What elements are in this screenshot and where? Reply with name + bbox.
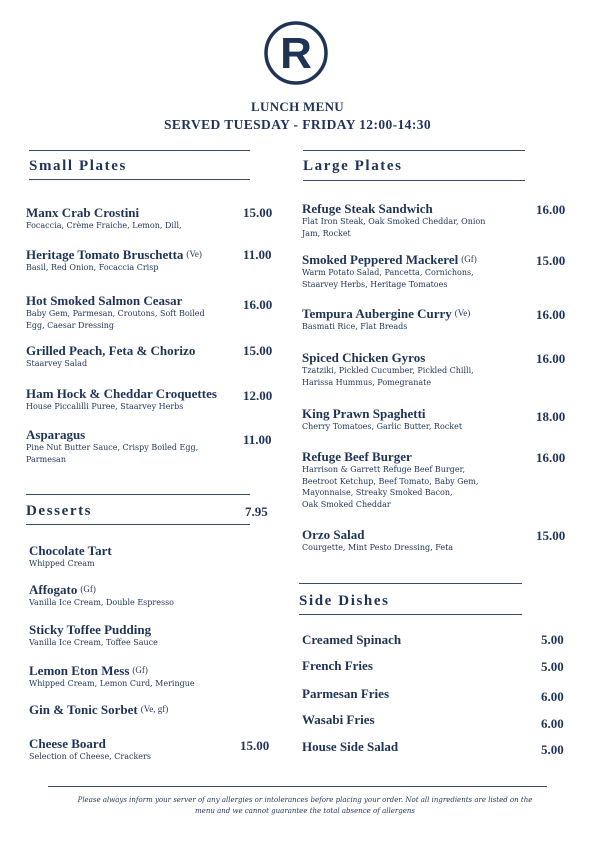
menu-subtitle: SERVED TUESDAY - FRIDAY 12:00-14:30: [163, 117, 432, 132]
description-line: Focaccia, Crème Fraiche, Lemon, Dill,: [26, 221, 182, 230]
menu-item-name: [26, 247, 202, 263]
menu-item-title: Chocolate Tart: [29, 543, 112, 558]
menu-item-name: [302, 658, 373, 674]
menu-item-price: 16.00: [536, 351, 566, 366]
divider: [303, 150, 525, 151]
dietary-tag: (Gf): [461, 254, 477, 264]
description-line: Jam, Rocket: [302, 228, 351, 238]
menu-item-title: Affogato: [29, 582, 78, 597]
menu-item-price: 6.00: [541, 716, 564, 731]
menu-item-description: [29, 637, 158, 649]
menu-item-price: 15.00: [243, 343, 273, 358]
dietary-tag: (Ve): [186, 249, 202, 259]
description-line: Selection of Cheese, Crackers: [29, 752, 151, 761]
menu-item-name: [302, 712, 375, 728]
menu-item-name: [26, 343, 195, 359]
menu-item-name: [302, 739, 398, 755]
menu-item-title: Smoked Peppered Mackerel: [302, 252, 459, 267]
divider: [48, 786, 547, 787]
menu-item-description: [302, 321, 407, 333]
menu-item-description: [302, 542, 453, 554]
description-line: House Piccalilli Puree, Staarvey Herbs: [26, 402, 184, 411]
description-line: Beetroot Ketchup, Beef Tomato, Baby Gem,: [302, 476, 479, 486]
allergen-notice: [60, 795, 550, 817]
description-line: Harissa Hummus, Pomegranate: [302, 377, 432, 387]
desserts-price: 7.95: [245, 504, 268, 519]
menu-item-name: [29, 736, 106, 752]
menu-item-title: Wasabi Fries: [302, 712, 375, 727]
menu-item-description: [26, 308, 205, 331]
menu-item-title: Manx Crab Crostini: [26, 205, 140, 220]
menu-item-name: [302, 632, 401, 648]
menu-item-price: 12.00: [243, 388, 273, 403]
section-title-large-plates: Large Plates: [303, 158, 403, 174]
menu-item-title: Refuge Beef Burger: [302, 449, 412, 464]
menu-item-name: [302, 201, 433, 217]
divider: [26, 494, 250, 495]
menu-item-name: [302, 527, 364, 543]
menu-item-name: [29, 543, 112, 559]
menu-item-title: Orzo Salad: [302, 527, 365, 542]
menu-item-price: 5.00: [541, 632, 564, 647]
divider: [299, 583, 522, 584]
menu-item-title: Lemon Eton Mess: [29, 663, 130, 678]
menu-item-price: 11.00: [243, 247, 272, 262]
dietary-tag: (Gf): [80, 584, 96, 594]
menu-item-description: [26, 442, 198, 465]
description-line: Courgette, Mint Pesto Dressing, Feta: [302, 543, 454, 552]
menu-item-name: [302, 449, 412, 465]
section-title-small-plates: Small Plates: [29, 158, 127, 174]
logo-letter: R: [280, 29, 312, 78]
menu-item-price: 5.00: [541, 659, 564, 674]
menu-item-description: [302, 216, 485, 239]
menu-item-description: [302, 421, 462, 433]
menu-item-title: Ham Hock & Cheddar Croquettes: [26, 386, 217, 401]
menu-item-description: [302, 365, 474, 388]
description-line: Tzatziki, Pickled Cucumber, Pickled Chilli,: [302, 366, 474, 375]
menu-item-name: [29, 702, 168, 718]
menu-item-description: [26, 220, 182, 232]
menu-item-price: 16.00: [536, 202, 566, 217]
menu-item-price: 15.00: [536, 528, 566, 543]
menu-item-title: Cheese Board: [29, 736, 106, 751]
menu-item-name: [29, 622, 151, 638]
menu-item-description: [26, 262, 158, 274]
dietary-tag: (Ve): [454, 308, 471, 318]
menu-item-price: 15.00: [240, 738, 270, 753]
menu-item-title: Tempura Aubergine Curry: [302, 306, 452, 321]
divider: [29, 179, 250, 180]
menu-item-name: [26, 386, 217, 402]
menu-item-name: [302, 406, 426, 422]
section-title-desserts: Desserts: [26, 503, 93, 519]
menu-item-description: [302, 464, 478, 510]
dietary-tag: (Gf): [132, 665, 148, 675]
menu-item-price: 5.00: [541, 742, 564, 757]
menu-item-name: [26, 427, 85, 443]
menu-item-name: [302, 252, 477, 268]
menu-item-description: [26, 358, 87, 370]
description-line: Harrison & Garrett Refuge Beef Burger,: [302, 465, 466, 474]
menu-item-name: [302, 306, 470, 322]
menu-item-title: Heritage Tomato Bruschetta: [26, 247, 184, 262]
restaurant-logo: [264, 21, 328, 85]
description-line: Oak Smoked Cheddar: [302, 499, 391, 509]
description-line: Pine Nut Butter Sauce, Crispy Boiled Egg,: [26, 443, 199, 452]
menu-title: LUNCH MENU: [251, 99, 344, 114]
menu-item-description: [29, 558, 95, 570]
menu-item-title: Creamed Spinach: [302, 632, 402, 647]
menu-item-price: 16.00: [536, 307, 566, 322]
description-line: Egg, Caesar Dressing: [26, 320, 115, 330]
description-line: Baby Gem, Parmesan, Croutons, Soft Boiled: [26, 309, 205, 318]
divider: [303, 180, 525, 181]
description-line: Warm Potato Salad, Pancetta, Cornichons,: [302, 268, 474, 277]
menu-item-name: [302, 350, 425, 366]
menu-item-title: King Prawn Spaghetti: [302, 406, 426, 421]
menu-item-price: 15.00: [536, 253, 566, 268]
menu-item-price: 11.00: [243, 432, 272, 447]
description-line: Basmati Rice, Flat Breads: [302, 322, 408, 331]
menu-item-description: [29, 678, 195, 690]
divider: [26, 524, 250, 525]
allergen-notice-line: Please always inform your server of any allergies or intolerances before placing your order. Not all ingredients are listed on the: [77, 796, 533, 804]
menu-item-description: [29, 751, 151, 763]
menu-item-price: 18.00: [536, 409, 566, 424]
menu-item-name: [29, 582, 96, 598]
description-line: Staarvey Salad: [26, 359, 88, 368]
description-line: Basil, Red Onion, Focaccia Crisp: [26, 263, 159, 272]
menu-item-title: Grilled Peach, Feta & Chorizo: [26, 343, 196, 358]
section-title-side-dishes: Side Dishes: [299, 593, 390, 609]
menu-item-price: 6.00: [541, 689, 564, 704]
menu-item-price: 16.00: [536, 450, 566, 465]
menu-item-name: [26, 293, 182, 309]
menu-item-title: House Side Salad: [302, 739, 399, 754]
menu-item-title: Asparagus: [26, 427, 86, 442]
menu-item-name: [26, 205, 139, 221]
description-line: Vanilla Ice Cream, Double Espresso: [29, 598, 174, 607]
menu-item-description: [26, 401, 183, 413]
menu-item-title: Refuge Steak Sandwich: [302, 201, 433, 216]
menu-item-title: French Fries: [302, 658, 373, 673]
menu-item-title: Sticky Toffee Pudding: [29, 622, 152, 637]
menu-item-price: 15.00: [243, 205, 273, 220]
menu-item-title: Gin & Tonic Sorbet: [29, 702, 138, 717]
description-line: Whipped Cream: [29, 559, 95, 568]
menu-item-name: [29, 663, 148, 679]
description-line: Mayonnaise, Streaky Smoked Bacon,: [302, 488, 453, 498]
description-line: Flat Iron Steak, Oak Smoked Cheddar, Onion: [302, 217, 486, 226]
description-line: Staarvey Herbs, Heritage Tomatoes: [302, 279, 448, 289]
menu-item-description: [302, 267, 474, 290]
divider: [299, 614, 522, 615]
menu-item-name: [302, 686, 389, 702]
menu-item-description: [29, 597, 174, 609]
menu-item-title: Spiced Chicken Gyros: [302, 350, 426, 365]
menu-item-title: Parmesan Fries: [302, 686, 390, 701]
dietary-tag: (Ve, gf): [140, 704, 169, 714]
allergen-notice-line: menu and we cannot guarantee the total absence of allergens: [195, 807, 415, 815]
menu-item-price: 16.00: [243, 297, 273, 312]
menu-item-title: Hot Smoked Salmon Ceasar: [26, 293, 183, 308]
divider: [29, 150, 250, 151]
description-line: Cherry Tomatoes, Garlic Butter, Rocket: [302, 422, 463, 431]
description-line: Parmesan: [26, 454, 66, 464]
description-line: Whipped Cream, Lemon Curd, Meringue: [29, 679, 195, 688]
description-line: Vanilla Ice Cream, Toffee Sauce: [29, 638, 158, 647]
